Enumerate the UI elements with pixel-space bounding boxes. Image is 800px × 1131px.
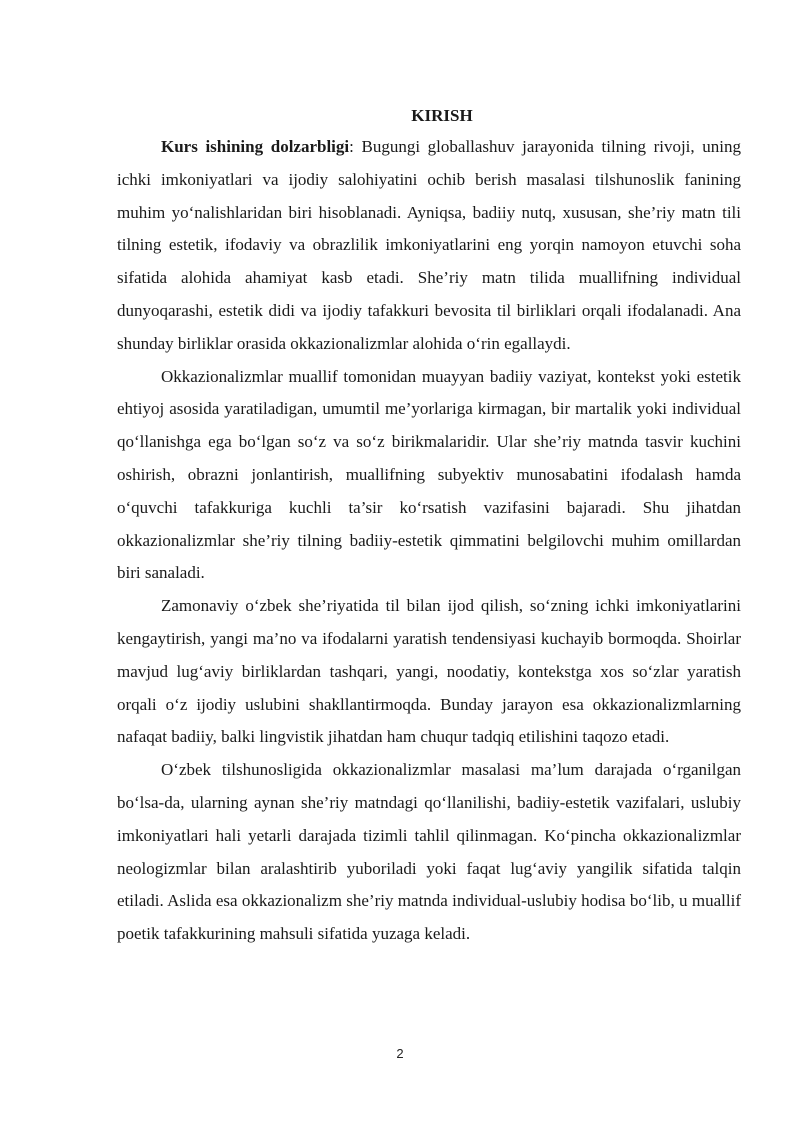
document-page	[117, 104, 741, 951]
paragraph-linguistics-state: O‘zbek tilshunosligida okkazionalizmlar masalasi ma’lum darajada o‘rganilgan bo‘lsa-da, ularning aynan she’riy matndagi qo‘llanilishi, badiiy-estetik vazifalari, uslubiy imkoniyatlari hali yetarli darajada tizimli tahlil qilinmagan. Ko‘pincha okkazionalizmlar neologizmlar bilan aralashtirib yuboriladi yoki faqat lug‘aviy yangilik sifatida talqin etiladi. Aslida esa okkazionalizm she’riy matnda individual-uslubiy hodisa bo‘lib, u muallif poetik tafakkurining mahsuli sifatida yuzaga keladi.	[117, 760, 741, 944]
page-title: KIRISH	[411, 106, 473, 125]
paragraph-relevance	[117, 131, 741, 361]
paragraph-lead: Kurs ishining dolzarbligi	[161, 137, 350, 156]
paragraph-text: : Bugungi globallashuv jarayonida tilning rivoji, uning ichki imkoniyatlari va ijodiy salohiyatini ochib berish masalasi tilshunoslik fanining muhim yo‘nalishlaridan biri hisoblanadi. Ayniqsa, badiiy nutq, xususan, she’riy matn tili tilning estetik, ifodaviy va obrazlilik imkoniyatlarini eng yorqin namoyon etuvchi soha sifatida alohida ahamiyat kasb etadi. She’riy matn tilida muallifning individual dunyoqarashi, estetik didi va ijodiy tafakkuri bevosita til birliklari orqali ifodalanadi. Ana shunday birliklar orasida okkazionalizmlar alohida o‘rin egallaydi.	[117, 137, 741, 353]
page-number: 2	[396, 1046, 404, 1061]
paragraph-modern-poetry: Zamonaviy o‘zbek she’riyatida til bilan ijod qilish, so‘zning ichki imkoniyatlarini kengaytirish, yangi ma’no va ifodalarni yaratish tendensiyasi kuchayib bormoqda. Shoirlar mavjud lug‘aviy birliklardan tashqari, yangi, noodatiy, kontekstga xos so‘zlar yaratish orqali o‘z ijodiy uslubini shakllantirmoqda. Bunday jarayon esa okkazionalizmlarning nafaqat badiiy, balki lingvistik jihatdan ham chuqur tadqiq etilishini taqozo etadi.	[117, 596, 741, 747]
paragraph-occasionalisms-definition: Okkazionalizmlar muallif tomonidan muayyan badiiy vaziyat, kontekst yoki estetik ehtiyoj asosida yaratiladigan, umumtil me’yorlariga kirmagan, bir martalik yoki individual qo‘llanishga ega bo‘lgan so‘z va so‘z birikmalaridir. Ular she’riy matnda tasvir kuchini oshirish, obrazni jonlantirish, muallifning subyektiv munosabatini ifodalash hamda o‘quvchi tafakkuriga kuchli ta’sir ko‘rsatish vazifasini bajaradi. Shu jihatdan okkazionalizmlar she’riy tilning badiiy-estetik qimmatini belgilovchi muhim omillardan biri sanaladi.	[117, 366, 741, 583]
